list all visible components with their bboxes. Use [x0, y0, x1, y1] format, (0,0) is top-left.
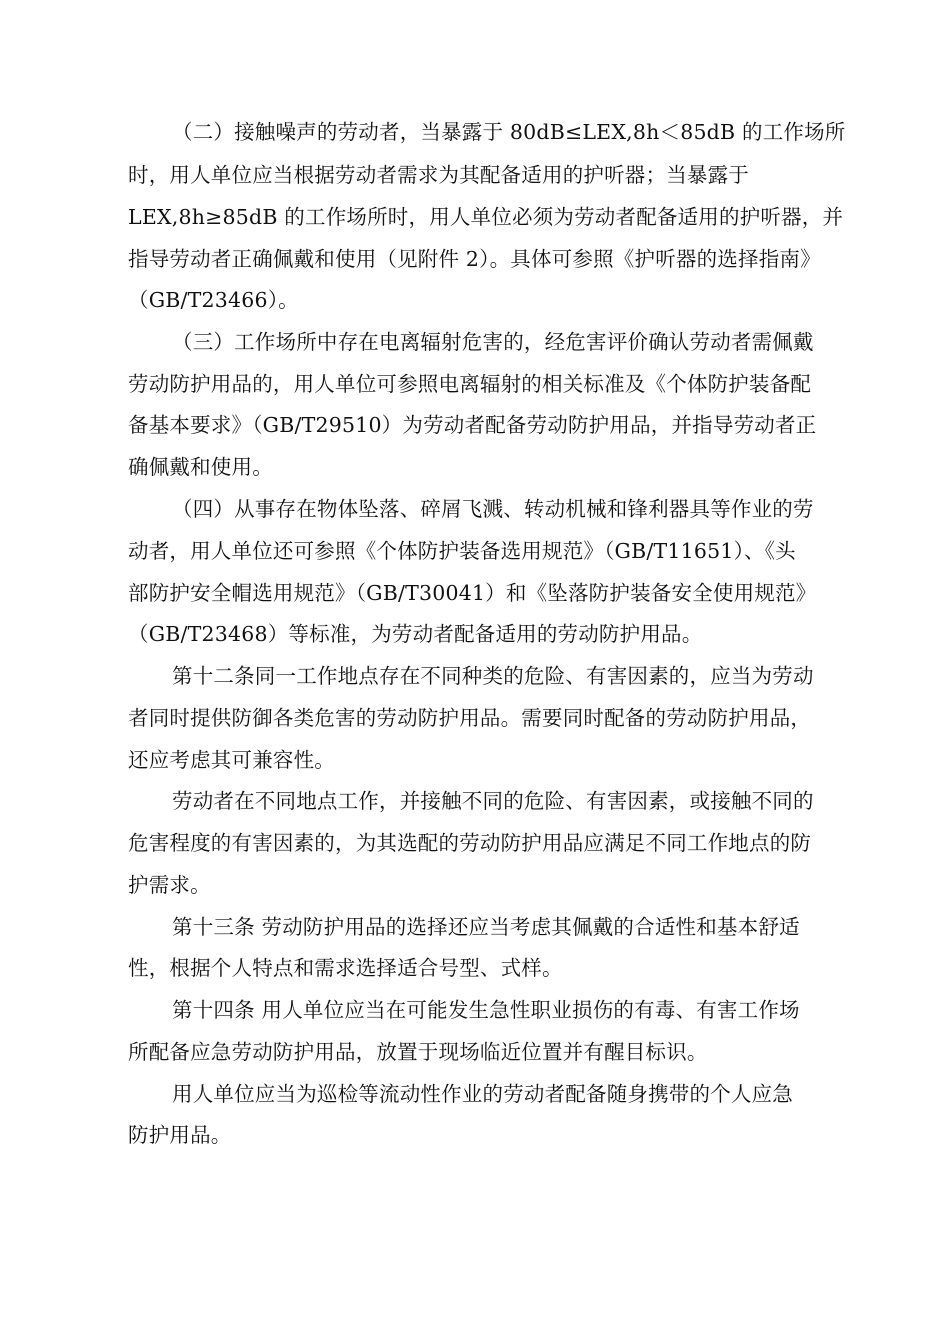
article-13-line-2: 性，根据个人特点和需求选择适合号型、式样。 — [128, 956, 563, 980]
paragraph-2-line-5: （GB/T23466）。 — [128, 288, 299, 312]
article-14-para-2-line-1: 用人单位应当为巡检等流动性作业的劳动者配备随身携带的个人应急 — [172, 1082, 793, 1106]
article-13-line-1: 第十三条 劳动防护用品的选择还应当考虑其佩戴的合适性和基本舒适 — [172, 915, 800, 939]
article-14-line-1: 第十四条 用人单位应当在可能发生急性职业损伤的有毒、有害工作场 — [172, 998, 800, 1022]
article-12-line-2: 者同时提供防御各类危害的劳动防护用品。需要同时配备的劳动防护用品， — [128, 706, 812, 730]
article-12-para-2-line-3: 护需求。 — [128, 873, 211, 897]
paragraph-3-line-1: （三）工作场所中存在电离辐射危害的，经危害评价确认劳动者需佩戴 — [172, 330, 814, 354]
paragraph-2-line-4: 指导劳动者正确佩戴和使用（见附件 2）。具体可参照《护听器的选择指南》 — [128, 247, 821, 271]
paragraph-2-line-2: 时，用人单位应当根据劳动者需求为其配备适用的护听器；当暴露于 — [128, 163, 749, 187]
paragraph-4-line-1: （四）从事存在物体坠落、碎屑飞溅、转动机械和锋利器具等作业的劳 — [172, 497, 814, 521]
paragraph-4-line-4: （GB/T23468）等标准，为劳动者配备适用的劳动防护用品。 — [128, 622, 703, 646]
article-12-line-1: 第十二条同一工作地点存在不同种类的危险、有害因素的，应当为劳动 — [172, 664, 814, 688]
paragraph-4-line-3: 部防护安全帽选用规范》（GB/T30041）和《坠落防护装备安全使用规范》 — [128, 581, 817, 605]
article-12-line-3: 还应考虑其可兼容性。 — [128, 748, 335, 772]
article-14-para-2-line-2: 防护用品。 — [128, 1123, 232, 1147]
article-14-line-2: 所配备应急劳动防护用品，放置于现场临近位置并有醒目标识。 — [128, 1040, 708, 1064]
paragraph-2-line-3: LEX,8h≥85dB 的工作场所时，用人单位必须为劳动者配备适用的护听器，并 — [128, 205, 844, 229]
paragraph-4-line-2: 动者，用人单位还可参照《个体防护装备选用规范》（GB/T11651）、《头 — [128, 539, 796, 563]
paragraph-2-line-1: （二）接触噪声的劳动者，当暴露于 80dB≤LEX,8h＜85dB 的工作场所 — [172, 120, 846, 144]
paragraph-3-line-2: 劳动防护用品的，用人单位可参照电离辐射的相关标准及《个体防护装备配 — [128, 372, 812, 396]
paragraph-3-line-3: 备基本要求》（GB/T29510）为劳动者配备劳动防护用品，并指导劳动者正 — [128, 413, 817, 437]
article-12-para-2-line-1: 劳动者在不同地点工作，并接触不同的危险、有害因素，或接触不同的 — [172, 789, 814, 813]
article-12-para-2-line-2: 危害程度的有害因素的，为其选配的劳动防护用品应满足不同工作地点的防 — [128, 831, 812, 855]
paragraph-3-line-4: 确佩戴和使用。 — [128, 455, 273, 479]
